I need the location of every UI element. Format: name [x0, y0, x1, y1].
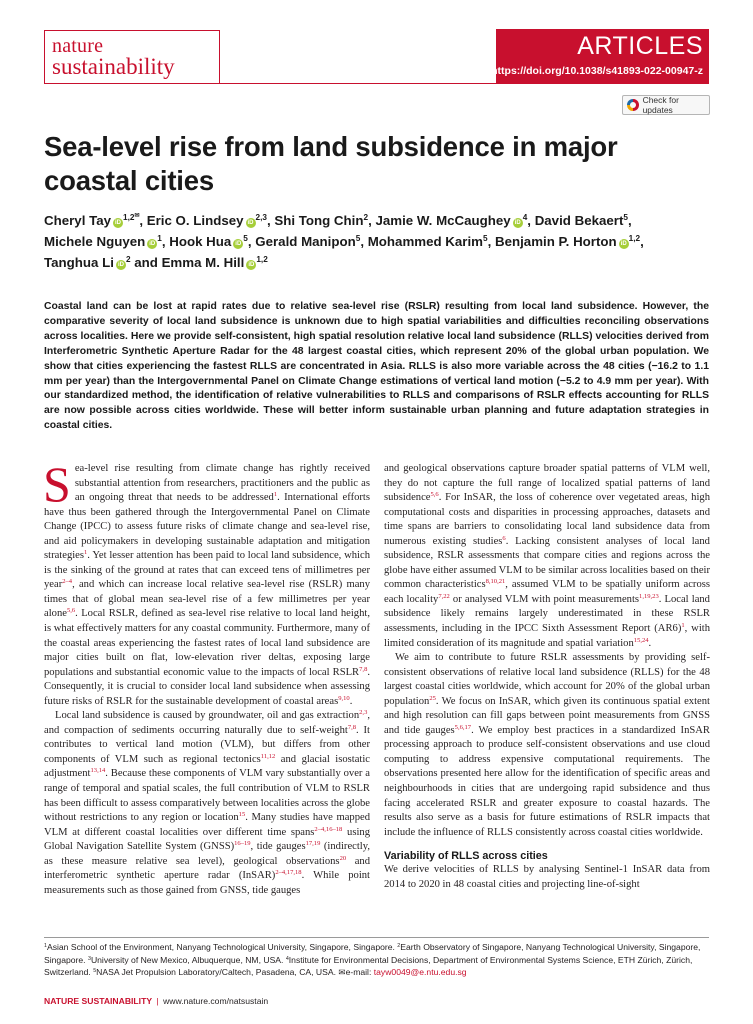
author-separator: , [360, 234, 368, 249]
affiliations-footnote [44, 941, 709, 979]
citation-ref[interactable]: 1 [273, 491, 278, 499]
author-separator: and [130, 255, 162, 270]
email-label: e-mail: [345, 967, 374, 978]
body-text: , and compaction of sediments occurring naturally due to self-weight [44, 710, 370, 736]
drop-cap: S [43, 456, 71, 512]
author-separator: , [527, 213, 535, 228]
author-list [44, 210, 709, 273]
citation-ref[interactable]: 25 [429, 694, 436, 702]
body-text: . International efforts have thus been gathered through the Intergovernmental Panel on Climate Change (IPCC) to assess future risks of climate change and sea-level rise, and aid policymakers in developing sustainable adaptation and mitigation strategies [44, 492, 370, 562]
email-icon: ✉ [338, 967, 346, 978]
affiliation-number: 1 [44, 942, 47, 949]
author-name: David Bekaert [534, 213, 624, 228]
author-name: Jamie W. McCaughey [375, 213, 511, 228]
author-name: Benjamin P. Horton [494, 234, 617, 249]
author-separator: , [247, 234, 256, 249]
affiliation-number: 4 [285, 955, 289, 962]
orcid-icon[interactable]: iD [149, 241, 156, 247]
body-text: , and which can increase local relative sea-level rise (RSLR) many times that of global mean sea-level rise of a few millimetres per year alone [44, 579, 370, 620]
citation-ref[interactable]: 2–4,17,18 [275, 869, 302, 877]
citation-ref[interactable]: 8,10,21 [485, 578, 506, 586]
affiliation-text: Institute for Environmental Decisions, Department of Environmental Systems Science, ETH Zürich, Zürich, Switzerland. [44, 954, 693, 978]
author [44, 234, 162, 249]
citation-ref[interactable]: 16–19 [234, 840, 251, 848]
author-affiliation: 1,2✉ [123, 213, 140, 223]
footer-journal-url[interactable]: www.nature.com/natsustain [163, 996, 269, 1006]
journal-logo-nature: nature [52, 35, 104, 57]
body-text: and geological observations capture broader spatial patterns of VLM well, they do not capture the full range of localized spatial patterns of land subsidence [384, 463, 710, 504]
affiliation-text: University of New Mexico, Albuquerque, NM, USA. [90, 954, 286, 965]
author-separator: , [161, 234, 170, 249]
author-name: Eric O. Lindsey [146, 213, 244, 228]
orcid-icon[interactable]: iD [247, 220, 254, 226]
body-text: . We employ best practices in a standardized InSAR processing approach to produce self-consistent observations and use cloud computing to address expensive computational requirements. The observations presented here allow for the identification of specific areas and neighbourhoods in cities that are undergoing rapid subsidence and thus facing accelerated RSLR and greater exposure to coastal hazards. The results also serve as a basis for future estimations of RSLR impacts that include the influence of RLLS consistently across coastal cities worldwide. [384, 724, 710, 838]
body-text: . We focus on InSAR, which given its continuous spatial extent and high resolution can fill gaps between point measurements from GNSS and tide gauges [384, 695, 710, 736]
citation-ref[interactable]: 7,8 [359, 665, 368, 673]
body-text: and glacial isostatic adjustment [44, 753, 370, 780]
body-text: . Lacking consistent analyses of local land subsidence, RSLR assessments that compare cities and regions across the globe have either assumed VLM to be similar across localities based on their common characteristics [384, 535, 710, 591]
author [169, 234, 248, 249]
author-separator: , [627, 213, 632, 228]
author-name: Hook Hua [169, 234, 232, 249]
affiliation-number: 2 [397, 942, 401, 949]
body-column-left [43, 456, 371, 898]
citation-ref[interactable]: 1 [84, 549, 88, 557]
author [44, 255, 131, 270]
citation-ref[interactable]: 1,19,23 [639, 592, 659, 600]
body-text: We aim to contribute to future RSLR assessments by providing self-consistent observations of relative local land subsidence (RLLS) for the 48 largest coastal cities worldwide, which account for 20% of the global urban population [384, 652, 710, 707]
citation-ref[interactable]: 11,12 [260, 753, 276, 760]
affiliation-number: 3 [87, 955, 91, 962]
body-text: . Because these components of VLM vary substantially over a range of temporal and spatial scales, the full contribution of VLM to RSLR has been difficult to assess comparatively between localities across the globe without restrictions to any region or location [44, 768, 370, 824]
author-name: Michele Nguyen [44, 234, 146, 249]
author [375, 213, 527, 228]
check-updates-icon [627, 99, 639, 111]
body-text: . It contributes to vertical land motion (VLM), but differs from other components of VLM such as regional tectonics [44, 724, 370, 765]
citation-ref[interactable]: 5,6 [430, 491, 439, 499]
citation-ref[interactable]: 9,10 [338, 694, 350, 702]
body-column-right [384, 462, 710, 892]
body-text: using Global Navigation Satellite System (GNSS) [44, 826, 370, 853]
author-separator: , [640, 234, 644, 249]
author-name: Cheryl Tay [44, 213, 112, 228]
author-affiliation: 1,2 [256, 255, 268, 265]
affiliation-text: Asian School of the Environment, Nanyang Technological University, Singapore, Singapore. [46, 942, 398, 952]
body-text: . While point measurements such as those gained from GNSS, tide gauges [44, 870, 370, 896]
author-separator: , [139, 213, 147, 228]
journal-logo-sustainability: sustainability [52, 54, 175, 79]
citation-ref[interactable]: 1 [681, 622, 685, 630]
author-affiliation: 5 [623, 213, 628, 223]
body-text: . [349, 695, 353, 707]
abstract: Coastal land can be lost at rapid rates due to relative sea-level rise (RSLR) resulting from local land subsidence. However, the comparative severity of local land subsidence is unknown due to high spatial variabilities and difficulties reconciling observations across localities. Here we provide self-consistent, high spatial resolution relative local land subsidence (RLLS) velocities derived from Interferometric Synthetic Aperture Radar for the 48 largest coastal cities, which represent 20% of the global urban population. We show that cities experiencing the fastest RLLS are concentrated in Asia. RLLS is also more variable across the 48 cities (−16.2 to 1.1 mm per year) than the Intergovernmental Panel on Climate Change estimations of vertical land motion (−5.2 to 4.9 mm per year). With our standardized method, the identification of relative vulnerabilities to RLLS and comparisons of RSLR effects accounting for RLLS are now possible across cities worldwide. These will better inform sustainable urban planning and future adaptation strategies in coastal cities. [44, 301, 709, 432]
body-text: We derive velocities of RLLS by analysing Sentinel-1 InSAR data from 2014 to 2020 in 48 coastal cities and projecting line-of-sight [384, 864, 710, 890]
check-updates-label: Check for updates [642, 95, 679, 115]
body-text: and interferometric synthetic aperture radar (InSAR) [44, 855, 370, 882]
body-text: . Yet lesser attention has been paid to local land subsidence, which is the sinking of the ground at rates that can exceed tens of millimetres per year [44, 550, 370, 591]
citation-ref[interactable]: 7,8 [347, 723, 357, 731]
section-heading: Variability of RLLS across cities [384, 850, 548, 863]
author [535, 213, 628, 228]
body-paragraph [384, 863, 710, 892]
author-affiliation: 2 [363, 213, 369, 223]
author-affiliation: 2 [125, 255, 131, 265]
author-separator: , [368, 213, 376, 228]
orcid-icon[interactable]: iD [117, 262, 124, 268]
body-text: . Local land subsidence likely remains largely underestimated in these RSLR assessments, including in the IPCC Sixth Assessment Report (AR6) [384, 593, 710, 635]
author [255, 234, 360, 249]
author [147, 213, 267, 228]
article-title: Sea-level rise from land subsidence in major coastal cities [44, 131, 618, 196]
orcid-icon[interactable]: iD [514, 220, 521, 226]
orcid-icon[interactable]: iD [620, 241, 627, 247]
body-paragraph [384, 462, 710, 651]
citation-ref[interactable]: 13,14 [90, 767, 106, 775]
body-text: . Consequently, it is crucial to consider local land subsidence when assessing future risks of RSLR for the sustainable development of coastal areas [44, 666, 370, 707]
citation-ref[interactable]: 17,19 [305, 840, 321, 848]
author-affiliation: 1 [157, 234, 162, 244]
body-text: , assumed VLM to be spatially uniform across each locality [384, 579, 710, 605]
citation-ref[interactable]: 2–4,16–18 [314, 825, 343, 833]
author [162, 255, 268, 270]
author-name: Mohammed Karim [367, 234, 483, 249]
citation-ref[interactable]: 20 [339, 854, 347, 862]
citation-ref[interactable]: 7,22 [438, 592, 450, 600]
citation-ref[interactable]: 5,6 [66, 607, 76, 615]
section-label: ARTICLES [577, 32, 703, 60]
author-affiliation: 2,3 [255, 213, 267, 223]
orcid-icon[interactable]: iD [115, 220, 122, 226]
body-paragraph [43, 456, 370, 709]
affiliation-text: Earth Observatory of Singapore, Nanyang Technological University, Singapore, Singapore. [44, 942, 701, 965]
mail-icon[interactable]: ✉ [134, 213, 140, 220]
footnote-rule [44, 937, 709, 938]
check-for-updates-button[interactable] [622, 95, 710, 115]
author [44, 213, 139, 228]
author-name: Tanghua Li [44, 255, 114, 270]
author-affiliation: 1,2 [628, 234, 641, 244]
author-affiliation: 5 [355, 234, 361, 244]
body-text: or analysed VLM with point measurements [449, 593, 640, 605]
body-text: . For InSAR, the loss of coherence over vegetated areas, high computational costs and disparities in processing approaches, datasets and time spans are barriers to consolidating local land subsidence data from numerous existing studies [384, 492, 710, 547]
author [274, 213, 368, 228]
body-text: , tide gauges [250, 841, 306, 853]
author-affiliation: 4 [522, 213, 528, 223]
author-separator: , [487, 234, 495, 249]
footer-journal-name: NATURE SUSTAINABILITY [44, 996, 153, 1006]
citation-ref[interactable]: 2,3 [359, 709, 368, 717]
doi-link[interactable]: https://doi.org/10.1038/s41893-022-00947-z [491, 65, 703, 77]
citation-ref[interactable]: 15,24 [633, 636, 649, 644]
author [368, 234, 488, 249]
author-name: Shi Tong Chin [274, 213, 364, 228]
affiliation-number: 5 [93, 968, 97, 974]
body-text: , with limited consideration of its magnitude and spatial variation [384, 623, 711, 649]
author-name: Emma M. Hill [161, 255, 245, 270]
citation-ref[interactable]: 6 [502, 534, 506, 542]
body-text: Local land subsidence is caused by groundwater, oil and gas extraction [55, 710, 360, 722]
author-affiliation: 5 [243, 234, 248, 244]
body-text: ea-level rise resulting from climate change has rightly received substantial attention from researchers, practitioners and the public as an ongoing threat that needs to be addressed [74, 463, 370, 504]
affiliation-text: NASA Jet Propulsion Laboratory/Caltech, Pasadena, CA, USA. [96, 967, 339, 978]
body-text: . Many studies have mapped VLM at different coastal localities over different time spans [44, 812, 371, 838]
body-text: . Local RSLR, defined as sea-level rise relative to local land height, is what effectively matters for any coastal community. Furthermore, many of the coastal areas experiencing the fastest rates of local land subsidence are major cities built on flat, low-elevation river deltas, exposing large populations and substantial economic value to the impacts of local RSLR [44, 608, 370, 678]
author-name: Gerald Manipon [255, 234, 356, 249]
body-paragraph [44, 709, 370, 898]
corresponding-email-link[interactable]: tayw0049@e.ntu.edu.sg [373, 967, 467, 978]
author [495, 234, 640, 249]
page-footer [44, 996, 268, 1006]
author-separator: , [266, 213, 275, 228]
author-affiliation: 5 [483, 234, 488, 244]
body-text: (indirectly, as these measure relative sea level), geological observations [44, 841, 370, 867]
citation-ref[interactable]: 2–4 [62, 578, 73, 586]
citation-ref[interactable]: 5,6,17 [454, 723, 472, 731]
body-paragraph [384, 651, 710, 840]
citation-ref[interactable]: 15 [238, 811, 246, 819]
body-text: . [648, 637, 652, 649]
orcid-icon[interactable]: iD [248, 262, 255, 268]
orcid-icon[interactable]: iD [235, 241, 242, 247]
footer-separator: | [156, 996, 159, 1006]
